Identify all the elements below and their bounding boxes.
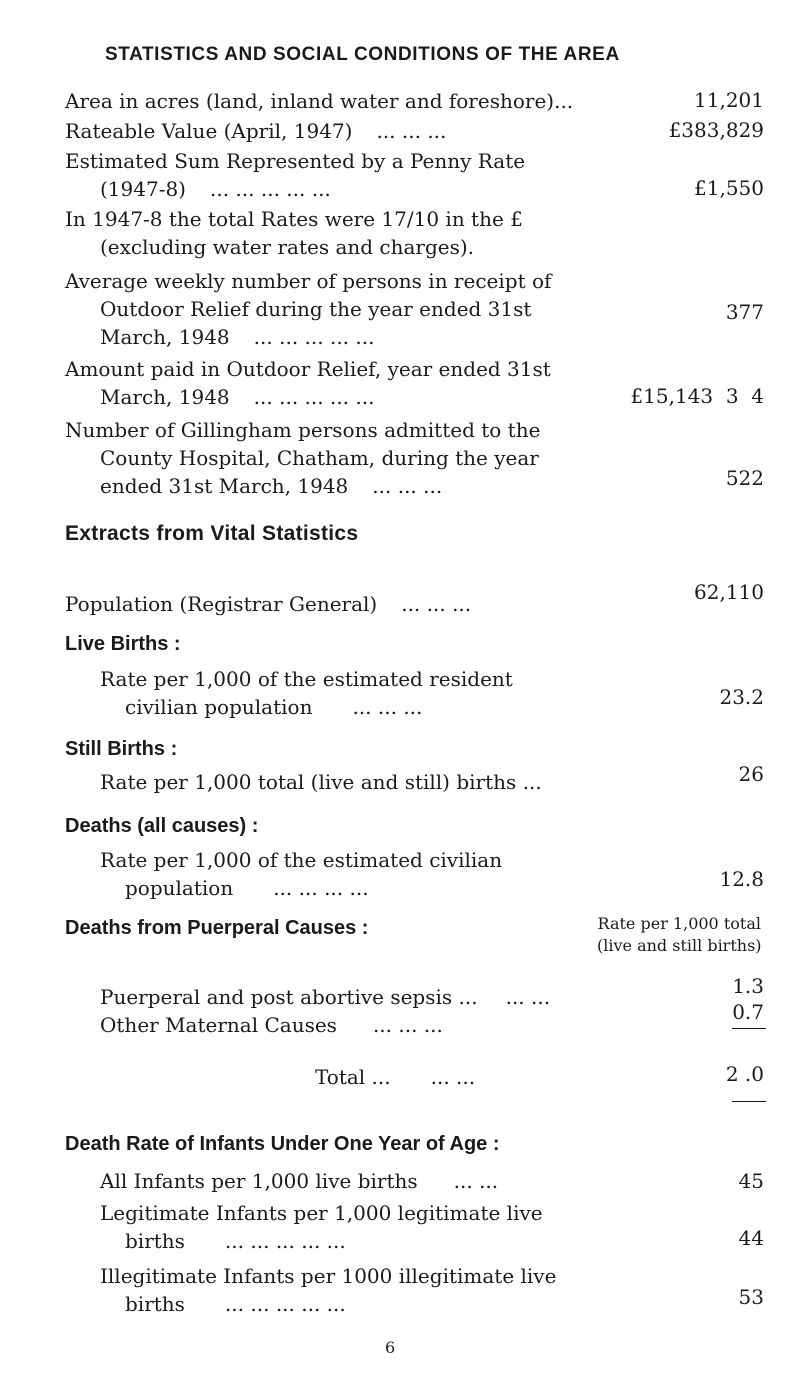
penny-label-text: (1947-8): [100, 177, 186, 201]
area-value: 11,201: [694, 88, 764, 112]
leader-dots: ... ...: [505, 985, 551, 1009]
total-value: 2 .0: [725, 1062, 764, 1086]
infant-legit-text: births: [125, 1229, 185, 1253]
total-rule: [732, 1101, 766, 1102]
infant-legit-line-2: [125, 1227, 346, 1255]
relief-amt-line-2: [100, 383, 374, 411]
deaths-value: 12.8: [719, 867, 764, 891]
puerperal-heading: Deaths from Puerperal Causes :: [65, 917, 369, 939]
live-births-value: 23.2: [719, 685, 764, 709]
still-births-value: 26: [738, 762, 764, 786]
puerperal-rate-note: [597, 913, 762, 957]
puerperal-note-line-2: (live and still births): [597, 936, 762, 955]
relief-avg-line-1: Average weekly number of persons in receipt of: [65, 269, 552, 293]
maternal-text: Other Maternal Causes: [100, 1013, 337, 1037]
leader-dots: ... ... ... ... ...: [253, 385, 375, 409]
subtotal-rule: [732, 1028, 766, 1029]
live-births-heading: Live Births :: [65, 633, 181, 655]
sepsis-label: [100, 983, 550, 1011]
relief-avg-text: March, 1948: [100, 325, 230, 349]
population-value: 62,110: [694, 580, 764, 604]
leader-dots: ... ... ...: [376, 119, 447, 143]
infant-all-value: 45: [738, 1169, 764, 1193]
leader-dots: ... ... ...: [372, 474, 443, 498]
deaths-label-1: Rate per 1,000 of the estimated civilian: [100, 848, 503, 872]
total-text: Total ...: [315, 1065, 391, 1089]
rateable-value: £383,829: [668, 118, 764, 142]
infant-legit-value: 44: [738, 1226, 764, 1250]
leader-dots: ... ... ... ... ...: [253, 325, 375, 349]
infant-heading: Death Rate of Infants Under One Year of Age :: [65, 1133, 500, 1155]
live-births-text: civilian population: [125, 695, 313, 719]
still-births-label: Rate per 1,000 total (live and still) births ...: [100, 770, 542, 794]
leader-dots: ... ... ... ... ...: [210, 177, 331, 201]
relief-avg-value: 377: [725, 300, 764, 324]
population-label: [65, 590, 471, 618]
relief-avg-line-2: Outdoor Relief during the year ended 31st: [100, 297, 532, 321]
page-heading: STATISTICS AND SOCIAL CONDITIONS OF THE AREA: [105, 44, 620, 65]
infant-legit-line-1: Legitimate Infants per 1,000 legitimate live: [100, 1201, 543, 1225]
area-label: Area in acres (land, inland water and foreshore)...: [65, 89, 574, 113]
live-births-label-1: Rate per 1,000 of the estimated resident: [100, 667, 513, 691]
sepsis-text: Puerperal and post abortive sepsis ...: [100, 985, 478, 1009]
leader-dots: ... ... ... ... ...: [224, 1229, 346, 1253]
relief-amt-value: £15,143 3 4: [630, 384, 764, 408]
hospital-line-1: Number of Gillingham persons admitted to the: [65, 418, 541, 442]
leader-dots: ... ... ...: [401, 592, 472, 616]
relief-amt-text: March, 1948: [100, 385, 230, 409]
hospital-line-2: County Hospital, Chatham, during the year: [100, 446, 539, 470]
rates-line-2: (excluding water rates and charges).: [100, 235, 475, 259]
leader-dots: ... ... ...: [372, 1013, 443, 1037]
relief-avg-line-3: [100, 323, 374, 351]
infant-illegit-value: 53: [738, 1285, 764, 1309]
infant-illegit-line-2: [125, 1290, 346, 1318]
live-births-label-2: [125, 693, 422, 721]
maternal-value: 0.7: [732, 1000, 764, 1024]
deaths-label-2: [125, 874, 369, 902]
penny-value: £1,550: [694, 176, 764, 200]
relief-amt-line-1: Amount paid in Outdoor Relief, year ended 31st: [65, 357, 551, 381]
vital-statistics-title: Extracts from Vital Statistics: [65, 522, 359, 545]
deaths-heading: Deaths (all causes) :: [65, 815, 259, 837]
infant-illegit-line-1: Illegitimate Infants per 1000 illegitimate live: [100, 1264, 557, 1288]
hospital-value: 522: [725, 466, 764, 490]
population-text: Population (Registrar General): [65, 592, 378, 616]
leader-dots: ... ... ...: [352, 695, 423, 719]
still-births-heading: Still Births :: [65, 738, 178, 760]
total-label: [315, 1063, 475, 1091]
maternal-label: [100, 1011, 443, 1039]
leader-dots: ... ... ... ...: [273, 876, 369, 900]
hospital-text: ended 31st March, 1948: [100, 474, 349, 498]
infant-all-text: All Infants per 1,000 live births: [100, 1169, 418, 1193]
leader-dots: ... ...: [453, 1169, 499, 1193]
deaths-text: population: [125, 876, 234, 900]
sepsis-value: 1.3: [732, 974, 764, 998]
rateable-label-text: Rateable Value (April, 1947): [65, 119, 353, 143]
rateable-label: [65, 117, 446, 145]
page-number: 6: [385, 1338, 396, 1357]
penny-label-line-2: [100, 175, 331, 203]
leader-dots: ... ...: [430, 1065, 476, 1089]
penny-label-line-1: Estimated Sum Represented by a Penny Rate: [65, 149, 526, 173]
hospital-line-3: [100, 472, 442, 500]
rates-line-1: In 1947-8 the total Rates were 17/10 in the £: [65, 207, 523, 231]
leader-dots: ... ... ... ... ...: [224, 1292, 346, 1316]
infant-illegit-text: births: [125, 1292, 185, 1316]
puerperal-note-line-1: Rate per 1,000 total: [597, 914, 761, 933]
infant-all-label: [100, 1167, 498, 1195]
